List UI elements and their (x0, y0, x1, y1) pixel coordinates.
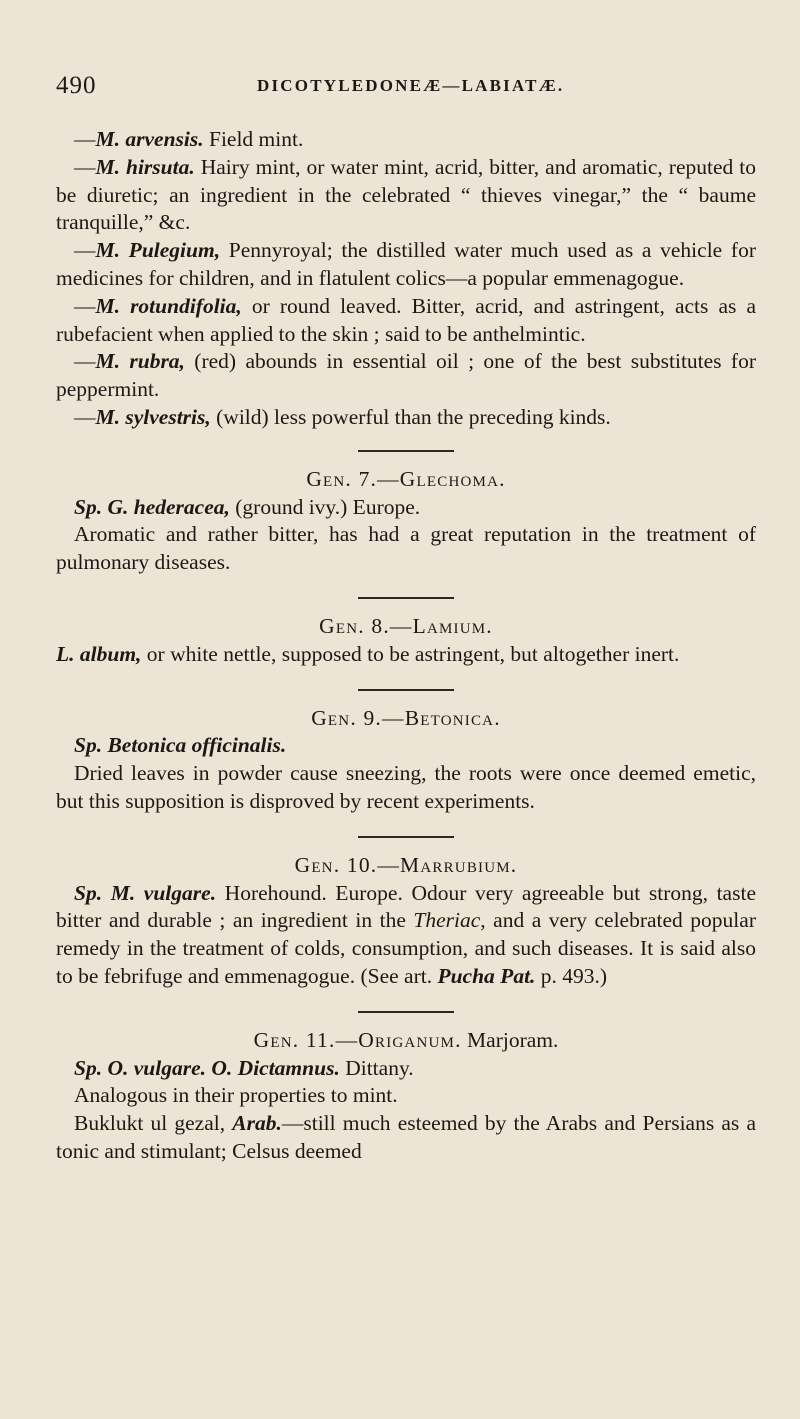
entry-mentha-rotundifolia: —M. rotundifolia, or round leaved. Bitter, acrid, and astringent, acts as a rubefacient when applied to the skin ; said to be anthelmintic. (56, 293, 756, 346)
genus-heading-betonica: Gen. 9.—Betonica. (311, 705, 501, 730)
species-name: O. vulgare. (107, 1055, 207, 1080)
section-rule (358, 836, 454, 838)
species-line-glechoma: Sp. G. hederacea, (ground ivy.) Europe. (74, 494, 421, 519)
genus-heading-marrubium: Gen. 10.—Marrubium. (294, 852, 518, 877)
description-betonica: Dried leaves in powder cause sneezing, the roots were once deemed emetic, but this supposition is disproved by recent experiments. (56, 761, 756, 813)
description-marrubium: Sp. M. vulgare. Horehound. Europe. Odour very agreeable but strong, taste bitter and durable ; an ingredient in the Theriac, and a very celebrated popular remedy in the treatment of colds, consumption, and such diseases. It is said also to be febrifuge and emmenagogue. (See art. Pucha Pat. p. 493.) (56, 880, 756, 988)
description-glechoma: Aromatic and rather bitter, has had a great reputation in the treatment of pulmonary diseases. (56, 522, 756, 575)
genus-heading-origanum: Gen. 11.—Origanum. Marjoram. (253, 1027, 559, 1052)
description-origanum: Buklukt ul gezal, Arab.—still much esteemed by the Arabs and Persians as a tonic and stimulant; Celsus deemed (56, 1111, 756, 1163)
entry-mentha-hirsuta: —M. hirsuta. Hairy mint, or water mint, acrid, bitter, and aromatic, reputed to be diuretic; an ingredient in the celebrated “ thieves vinegar,” the “ baume tranquille,” &c. (56, 154, 756, 235)
analogy-line-origanum: Analogous in their properties to mint. (74, 1083, 398, 1108)
page-body (56, 126, 756, 1166)
species-name: M. rubra, (95, 349, 185, 374)
species-name: G. hederacea, (107, 494, 230, 519)
genus-heading-glechoma: Gen. 7.—Glechoma. (306, 466, 506, 491)
page-header (56, 72, 746, 108)
species-name: L. album, (56, 641, 142, 666)
species-line-origanum: Sp. O. vulgare. O. Dictamnus. Dittany. (74, 1055, 414, 1080)
entry-mentha-arvensis: —M. arvensis. Field mint. (74, 127, 304, 151)
section-rule (358, 597, 454, 599)
species-name: M. vulgare. (110, 880, 217, 905)
species-name: M. rotundifolia, (95, 293, 242, 318)
species-name: M. arvensis. (95, 127, 204, 151)
section-rule (358, 689, 454, 691)
species-name: M. Pulegium, (95, 238, 221, 263)
species-name: M. hirsuta. (95, 154, 195, 179)
genus-heading-lamium: Gen. 8.—Lamium. (319, 613, 493, 638)
entry-mentha-rubra: —M. rubra, (red) abounds in essential oil ; one of the best substitutes for peppermint. (56, 349, 756, 402)
species-name: M. sylvestris, (95, 404, 211, 429)
entry-mentha-sylvestris: —M. sylvestris, (wild) less powerful than the preceding kinds. (74, 404, 611, 429)
species-line-betonica: Sp. Betonica officinalis. (74, 733, 287, 758)
running-head: DICOTYLEDONEÆ—LABIATÆ. (257, 76, 565, 95)
page-number: 490 (56, 72, 97, 99)
section-rule (358, 1011, 454, 1013)
species-name: O. Dictamnus. (211, 1055, 340, 1080)
entry-mentha-pulegium: —M. Pulegium, Pennyroyal; the distilled water much used as a vehicle for medicines for children, and in flatulent colics—a popular emmenagogue. (56, 238, 756, 290)
description-lamium: L. album, or white nettle, supposed to be astringent, but altogether inert. (56, 641, 680, 666)
section-rule (358, 450, 454, 452)
species-name: Betonica officinalis. (107, 733, 287, 758)
